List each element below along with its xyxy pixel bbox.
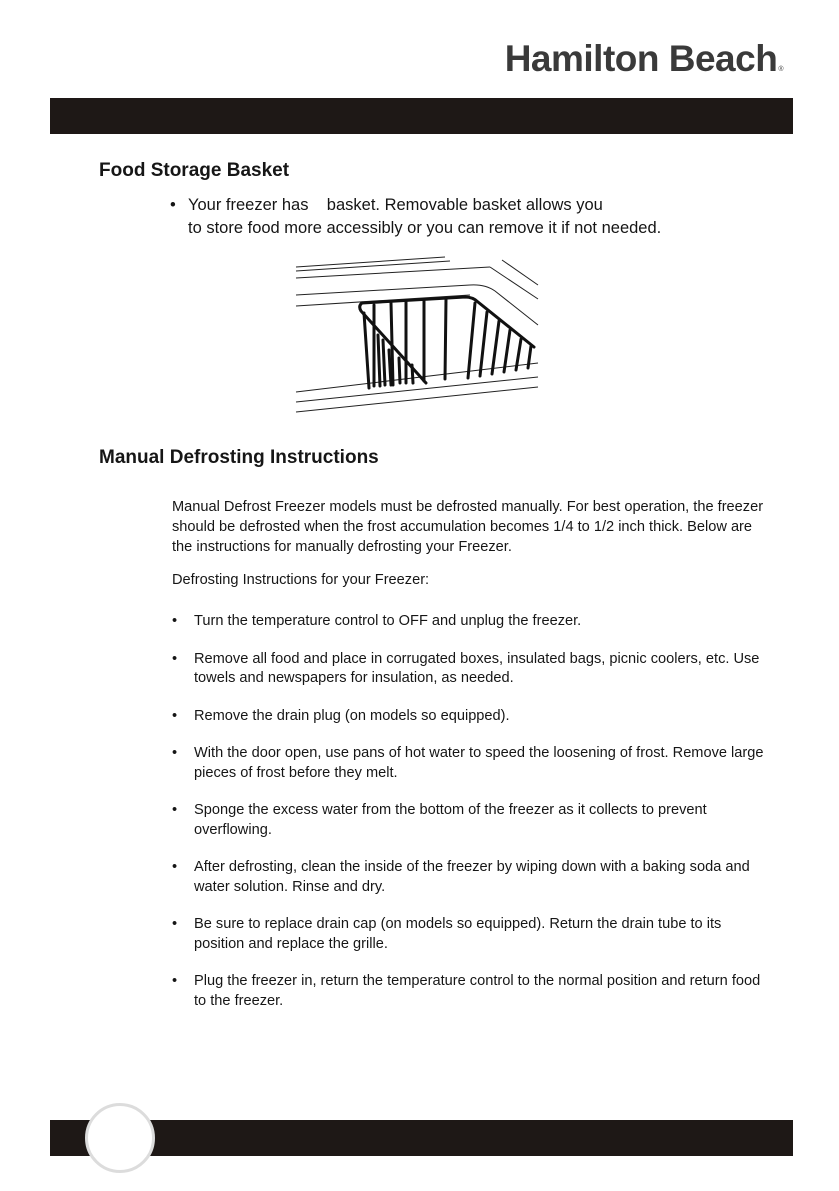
defrosting-steps-list xyxy=(172,612,772,1011)
list-item xyxy=(172,650,772,689)
step-text: Be sure to replace drain cap (on models so equipped). Return the drain tube to its position and replace the grille. xyxy=(194,916,722,952)
wire-basket-icon xyxy=(290,255,540,420)
list-item xyxy=(172,972,772,1011)
section-heading-food-storage: Food Storage Basket xyxy=(99,160,290,181)
registered-mark: ® xyxy=(778,66,783,73)
bullet: • xyxy=(172,613,178,629)
step-text: Sponge the excess water from the bottom of the freezer as it collects to prevent overflowing. xyxy=(194,802,707,838)
bullet: • xyxy=(170,196,176,214)
list-item xyxy=(172,707,772,727)
list-item xyxy=(172,858,772,897)
header-bar xyxy=(50,98,793,134)
food-storage-description xyxy=(170,194,661,240)
defrosting-subheading: Defrosting Instructions for your Freezer: xyxy=(172,572,430,588)
list-item xyxy=(172,744,772,783)
page-number-circle xyxy=(85,1103,155,1173)
description-line-1: Your freezer has basket. Removable basket allows you xyxy=(188,196,603,214)
brand-name: Hamilton Beach xyxy=(504,38,778,79)
step-text: Remove all food and place in corrugated boxes, insulated bags, picnic coolers, etc. Use towels and newspapers for insulation, as needed. xyxy=(194,650,760,686)
bullet: • xyxy=(172,973,178,989)
brand-logo xyxy=(505,40,783,77)
list-item xyxy=(172,612,772,632)
bullet: • xyxy=(172,650,178,667)
defrosting-intro-paragraph: Manual Defrost Freezer models must be defrosted manually. For best operation, the freezer should be defrosted when the frost accumulation becomes 1/4 to 1/2 inch thick. Below are the instructions for manually defrosting your Freezer. xyxy=(172,499,764,555)
bullet: • xyxy=(172,745,178,761)
bullet: • xyxy=(172,802,178,818)
bullet: • xyxy=(172,707,178,724)
step-text: Remove the drain plug (on models so equipped). xyxy=(194,707,510,724)
list-item xyxy=(172,915,772,954)
footer-bar xyxy=(50,1120,793,1156)
step-text: Turn the temperature control to OFF and unplug the freezer. xyxy=(194,613,582,629)
step-text: With the door open, use pans of hot water to speed the loosening of frost. Remove large pieces of frost before they melt. xyxy=(194,745,764,781)
step-text: Plug the freezer in, return the temperature control to the normal position and return food to the freezer. xyxy=(194,973,761,1009)
description-line-2: to store food more accessibly or you can remove it if not needed. xyxy=(188,219,662,237)
bullet: • xyxy=(172,859,178,875)
list-item xyxy=(172,801,772,840)
bullet: • xyxy=(172,916,178,932)
section-heading-manual-defrosting: Manual Defrosting Instructions xyxy=(99,447,379,468)
step-text: After defrosting, clean the inside of the freezer by wiping down with a baking soda and water solution. Rinse and dry. xyxy=(194,859,750,895)
